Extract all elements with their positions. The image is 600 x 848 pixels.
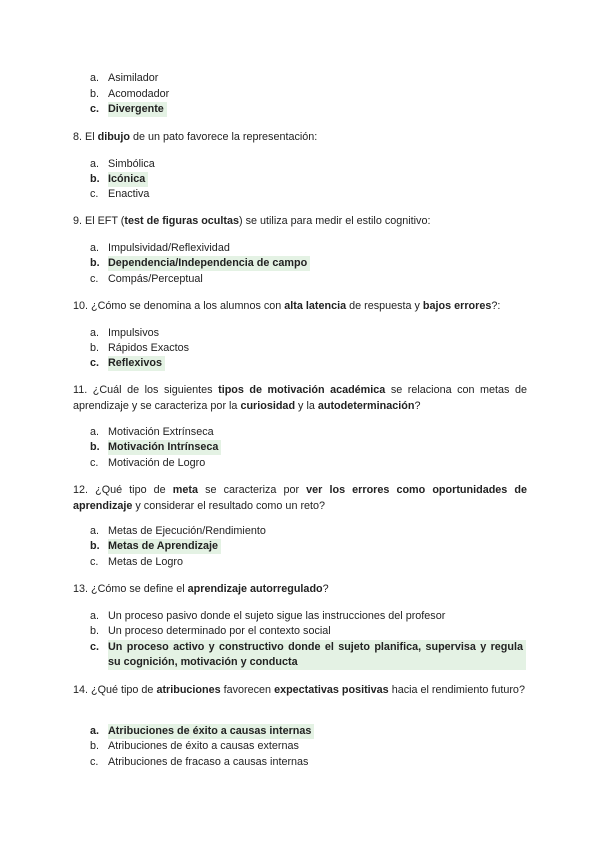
- option-text: Reflexivos: [108, 356, 165, 371]
- option-letter: b.: [90, 441, 100, 453]
- option-text: Compás/Perceptual: [108, 273, 203, 285]
- option-text: Divergente: [108, 102, 167, 117]
- option-text: Acomodador: [108, 88, 170, 100]
- option-text: Metas de Aprendizaje: [108, 539, 221, 554]
- question-text: hacia el rendimiento futuro?: [388, 684, 525, 696]
- question-text: se caracteriza por: [198, 484, 307, 496]
- option-text: Metas de Logro: [108, 556, 184, 568]
- option-letter: c.: [90, 641, 100, 653]
- option-10-a: [90, 326, 159, 341]
- option-letter: a.: [90, 725, 100, 737]
- question-text: se relaciona con metas de aprendizaje y se caracteriza por la: [73, 384, 527, 412]
- option-13-c-correct: [90, 640, 526, 670]
- question-keyword: ver los errores como oportunidades de aprendizaje: [73, 484, 528, 512]
- option-text: Rápidos Exactos: [108, 342, 190, 354]
- question-keyword: meta: [172, 484, 198, 496]
- question-8: [73, 130, 527, 146]
- option-letter: b.: [90, 625, 100, 637]
- question-text: 14. ¿Qué tipo de: [73, 684, 157, 696]
- option-letter: a.: [90, 158, 100, 170]
- question-keyword: dibujo: [97, 131, 130, 143]
- question-9: [73, 214, 527, 230]
- option-text: Motivación Extrínseca: [108, 426, 214, 438]
- option-letter: a.: [90, 426, 100, 438]
- question-14: [73, 683, 527, 699]
- question-keyword: expectativas positivas: [274, 684, 389, 696]
- question-text: favorecen: [220, 684, 275, 696]
- option-12-a: [90, 524, 266, 539]
- option-letter: c.: [90, 103, 100, 115]
- option-letter: a.: [90, 525, 100, 537]
- option-letter: a.: [90, 242, 100, 254]
- option-letter: a.: [90, 610, 100, 622]
- question-keyword: bajos errores: [422, 300, 492, 312]
- question-12: [73, 483, 527, 514]
- option-11-b-correct: [90, 440, 221, 455]
- option-text: Motivación de Logro: [108, 457, 206, 469]
- question-text: 11. ¿Cuál de los siguientes: [73, 384, 219, 396]
- option-14-b: [90, 739, 299, 754]
- question-text: ?:: [491, 300, 501, 312]
- option-14-a-correct: [90, 724, 314, 739]
- option-8-c: [90, 187, 149, 202]
- question-text: ) se utiliza para medir el estilo cognitivo:: [239, 215, 431, 227]
- option-11-a: [90, 425, 214, 440]
- question-text: 9. El EFT (: [73, 215, 125, 227]
- question-keyword: curiosidad: [240, 399, 296, 412]
- option-13-a: [90, 609, 445, 624]
- option-letter: b.: [90, 88, 100, 100]
- question-keyword: tipos de motivación académica: [218, 384, 386, 396]
- question-text: de un pato favorece la representación:: [130, 131, 318, 143]
- question-text: y la: [295, 399, 318, 412]
- option-letter: b.: [90, 342, 100, 354]
- option-letter: c.: [90, 556, 99, 568]
- option-text: Un proceso activo y constructivo donde el sujeto planifica, supervisa y regula su cognición, motivación y conducta: [108, 640, 526, 670]
- question-13: [73, 582, 527, 598]
- question-10: [73, 299, 527, 315]
- option-12-b-correct: [90, 539, 221, 554]
- option-text: Enactiva: [108, 188, 150, 200]
- question-keyword: alta latencia: [284, 300, 347, 312]
- option-letter: b.: [90, 740, 100, 752]
- question-text: 8. El: [73, 131, 98, 143]
- question-text: 12. ¿Qué tipo de: [73, 484, 173, 496]
- option-text: Impulsividad/Reflexividad: [108, 242, 230, 254]
- question-keyword: atribuciones: [156, 684, 221, 696]
- option-prev-b: [90, 87, 169, 102]
- option-text: Atribuciones de éxito a causas externas: [108, 740, 299, 752]
- option-text: Motivación Intrínseca: [108, 440, 221, 455]
- option-prev-a: [90, 71, 158, 86]
- option-text: Atribuciones de fracaso a causas internas: [108, 756, 309, 768]
- option-prev-c-correct: [90, 102, 167, 117]
- option-9-c: [90, 272, 203, 287]
- question-text: 10. ¿Cómo se denomina a los alumnos con: [73, 300, 285, 312]
- option-10-c-correct: [90, 356, 165, 371]
- option-text: Impulsivos: [108, 327, 160, 339]
- question-text: ?: [322, 583, 329, 595]
- option-letter: c.: [90, 357, 100, 369]
- question-text: 13. ¿Cómo se define el: [73, 583, 188, 595]
- option-letter: a.: [90, 327, 100, 339]
- question-text: y considerar el resultado como un reto?: [132, 499, 326, 512]
- option-11-c: [90, 456, 205, 471]
- option-letter: c.: [90, 457, 99, 469]
- option-13-b: [90, 624, 331, 639]
- option-letter: b.: [90, 173, 100, 185]
- question-keyword: test de figuras ocultas: [124, 215, 240, 227]
- option-letter: c.: [90, 188, 99, 200]
- option-text: Metas de Ejecución/Rendimiento: [108, 525, 266, 537]
- option-12-c: [90, 555, 183, 570]
- option-text: Icónica: [108, 172, 148, 187]
- option-letter: c.: [90, 273, 99, 285]
- question-text: ?: [414, 399, 421, 412]
- option-letter: a.: [90, 72, 100, 84]
- option-10-b: [90, 341, 189, 356]
- option-text: Un proceso determinado por el contexto social: [108, 625, 331, 637]
- option-8-a: [90, 157, 155, 172]
- option-text: Asimilador: [108, 72, 159, 84]
- option-text: Dependencia/Independencia de campo: [108, 256, 310, 271]
- option-9-a: [90, 241, 230, 256]
- option-9-b-correct: [90, 256, 310, 271]
- question-keyword: autodeterminación: [317, 399, 415, 412]
- question-11: [73, 383, 527, 414]
- option-letter: b.: [90, 540, 100, 552]
- option-letter: c.: [90, 756, 99, 768]
- option-letter: b.: [90, 257, 100, 269]
- question-keyword: aprendizaje autorregulado: [187, 583, 323, 595]
- option-text: Un proceso pasivo donde el sujeto sigue las instrucciones del profesor: [108, 610, 446, 622]
- option-8-b-correct: [90, 172, 148, 187]
- option-text: Simbólica: [108, 158, 155, 170]
- option-text: Atribuciones de éxito a causas internas: [108, 724, 314, 739]
- option-14-c: [90, 755, 308, 770]
- question-text: de respuesta y: [346, 300, 423, 312]
